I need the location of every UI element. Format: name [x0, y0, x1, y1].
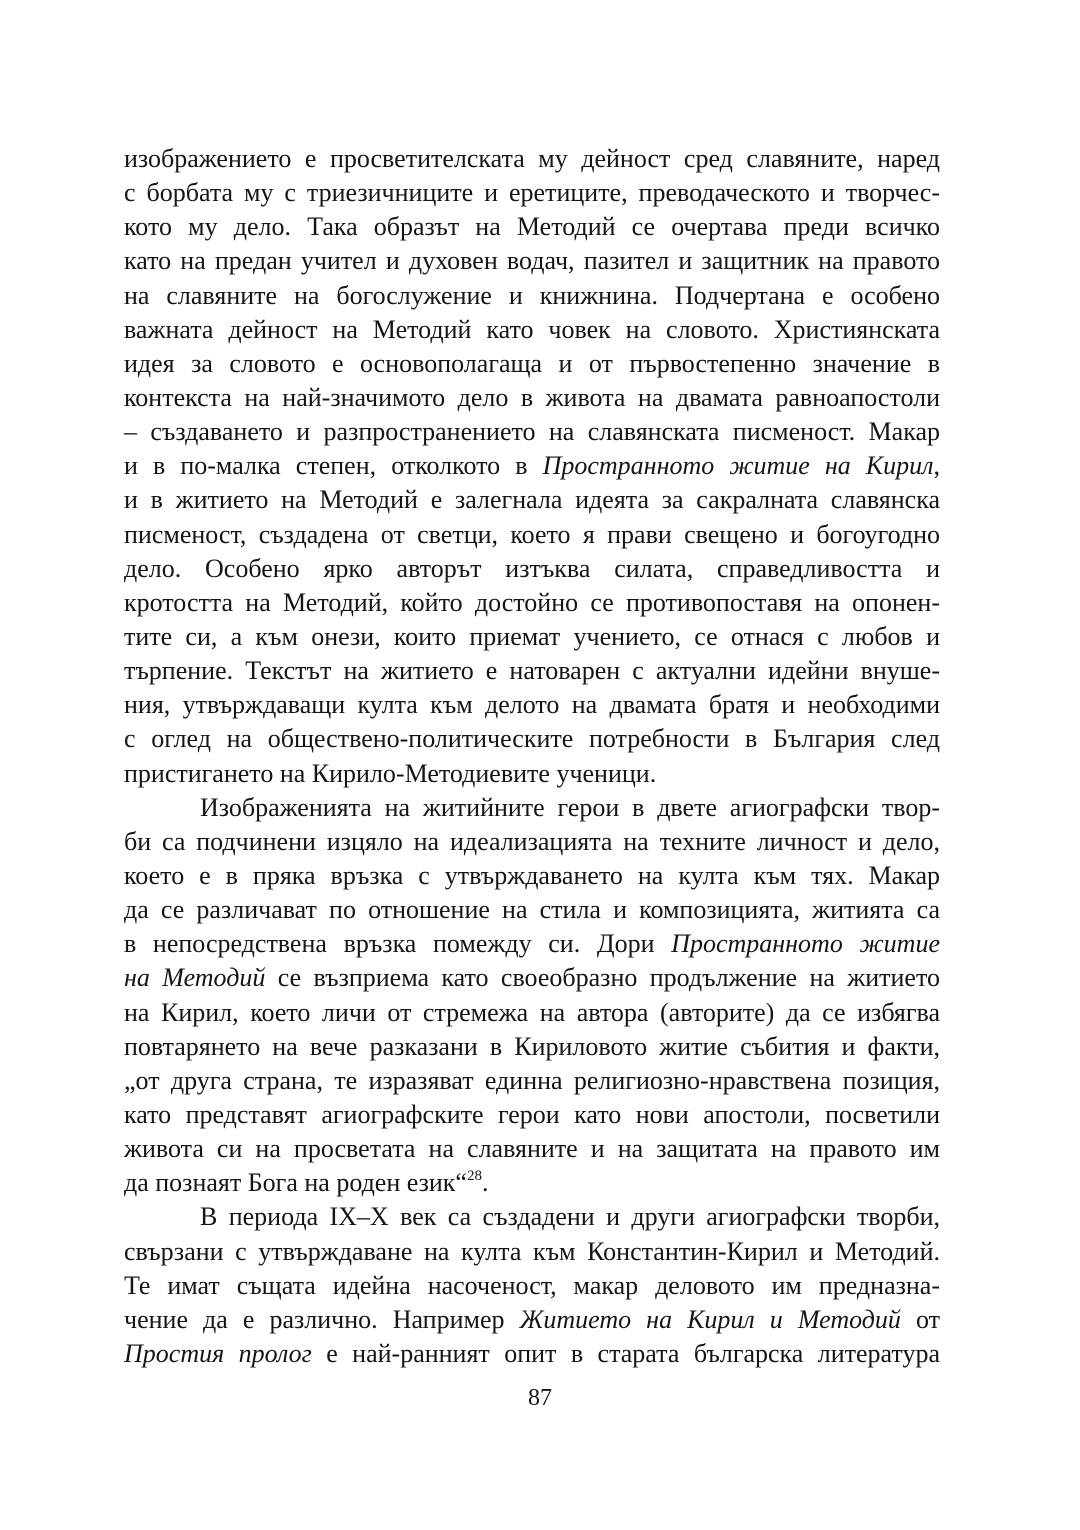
text-run: чение да е различно. Например [124, 1304, 520, 1334]
text-line: и в житието на Методий е залегнала идеята за сакралната славянска [124, 485, 940, 515]
text-line: важната дейност на Методий като човек на словото. Християнската [124, 314, 940, 344]
paragraph [124, 142, 940, 791]
text-line: изображението е просветителската му дейност сред славяните, наред [124, 144, 940, 173]
text-run: от [900, 1304, 940, 1334]
text-line: като представят агиографските герои като нови апостоли, посветили [124, 1099, 940, 1129]
text-run: в непосредствена връзка помежду си. Дори [124, 929, 672, 959]
text-line: да се различават по отношение на стила и композицията, житията са [124, 895, 940, 925]
text-line: пристигането на Кирило-Методиевите ученици. [124, 758, 657, 788]
text-run: е най-ранният опит в старата българска литература [311, 1338, 940, 1368]
text-line [124, 927, 940, 961]
text-line: което е в пряка връзка с утвърждаването на култа към тях. Макар [124, 860, 940, 890]
text-line: контекста на най-значимото дело в живота на двамата равноапостоли [124, 382, 940, 412]
body-text [124, 142, 940, 1371]
text-line: живота си на просветата на славяните и на защитата на правото им [124, 1134, 940, 1164]
text-line: – създаването и разпространението на славянската писменост. Макар [124, 417, 940, 447]
text-line: на Кирил, което личи от стремежа на автора (авторите) да се избягва [124, 997, 940, 1027]
italic-title: Пространното житие [671, 929, 940, 959]
text-line: ния, утвърждаващи култа към делото на двамата братя и необходими [124, 690, 940, 720]
italic-title: Пространното житие на Кирил [542, 451, 934, 481]
text-run: . [481, 1168, 489, 1198]
text-line [124, 1337, 940, 1371]
text-line: кротостта на Методий, който достойно се противопоставя на опонен- [124, 587, 940, 617]
text-line: писменост, създадена от светци, което я прави свещено и богоугодно [124, 519, 940, 549]
paragraph [124, 791, 940, 1201]
footnote-reference[interactable]: 28 [466, 1167, 482, 1184]
text-line: свързани с утвърждаване на култа към Константин-Кирил и Методий. [124, 1236, 940, 1266]
text-line [124, 449, 940, 483]
paragraph [124, 1200, 940, 1371]
page-number: 87 [528, 1385, 552, 1411]
text-line: тите си, а към онези, които приемат учението, се отнася с любов и [124, 621, 940, 651]
text-line: Те имат същата идейна насоченост, макар деловото им предназна- [124, 1270, 940, 1300]
italic-title: Простия пролог [124, 1338, 312, 1368]
text-run: се възприема като своеобразно продължение на житието [265, 963, 940, 993]
text-run: , [933, 451, 940, 481]
text-line: В периода IX–X век са създадени и други агиографски творби, [200, 1202, 940, 1232]
text-line: с оглед на обществено-политическите потребности в България след [124, 724, 940, 754]
italic-title: Житието на Кирил и Методий [519, 1304, 901, 1334]
text-line [124, 1166, 940, 1200]
text-line: идея за словото е основополагаща и от първостепенно значение в [124, 348, 940, 378]
text-line: дело. Особено ярко авторът изтъква силата, справедливостта и [124, 553, 940, 583]
text-line: търпение. Текстът на житието е натоварен с актуални идейни внуше- [124, 656, 940, 686]
text-line: кото му дело. Така образът на Методий се очертава преди всичко [124, 212, 940, 242]
text-run: да познаят Бога на роден език“ [124, 1168, 467, 1198]
text-line [124, 961, 940, 995]
text-line: повтарянето на вече разказани в Кириловото житие събития и факти, [124, 1031, 940, 1061]
text-line: на славяните на богослужение и книжнина. Подчертана е особено [124, 280, 940, 310]
text-run: и в по-малка степен, отколкото в [124, 451, 543, 481]
italic-title: на Методий [124, 963, 266, 993]
text-line: „от друга страна, те изразяват единна религиозно-нравствена позиция, [124, 1065, 940, 1095]
text-line [124, 1303, 940, 1337]
text-line: Изображенията на житийните герои в двете агиографски твор- [200, 792, 940, 822]
text-line: с борбата му с триезичниците и еретиците, преводаческото и творчес- [124, 178, 940, 208]
text-line: би са подчинени изцяло на идеализацията на техните личност и дело, [124, 826, 940, 856]
text-line: като на предан учител и духовен водач, пазител и защитник на правото [124, 246, 940, 276]
